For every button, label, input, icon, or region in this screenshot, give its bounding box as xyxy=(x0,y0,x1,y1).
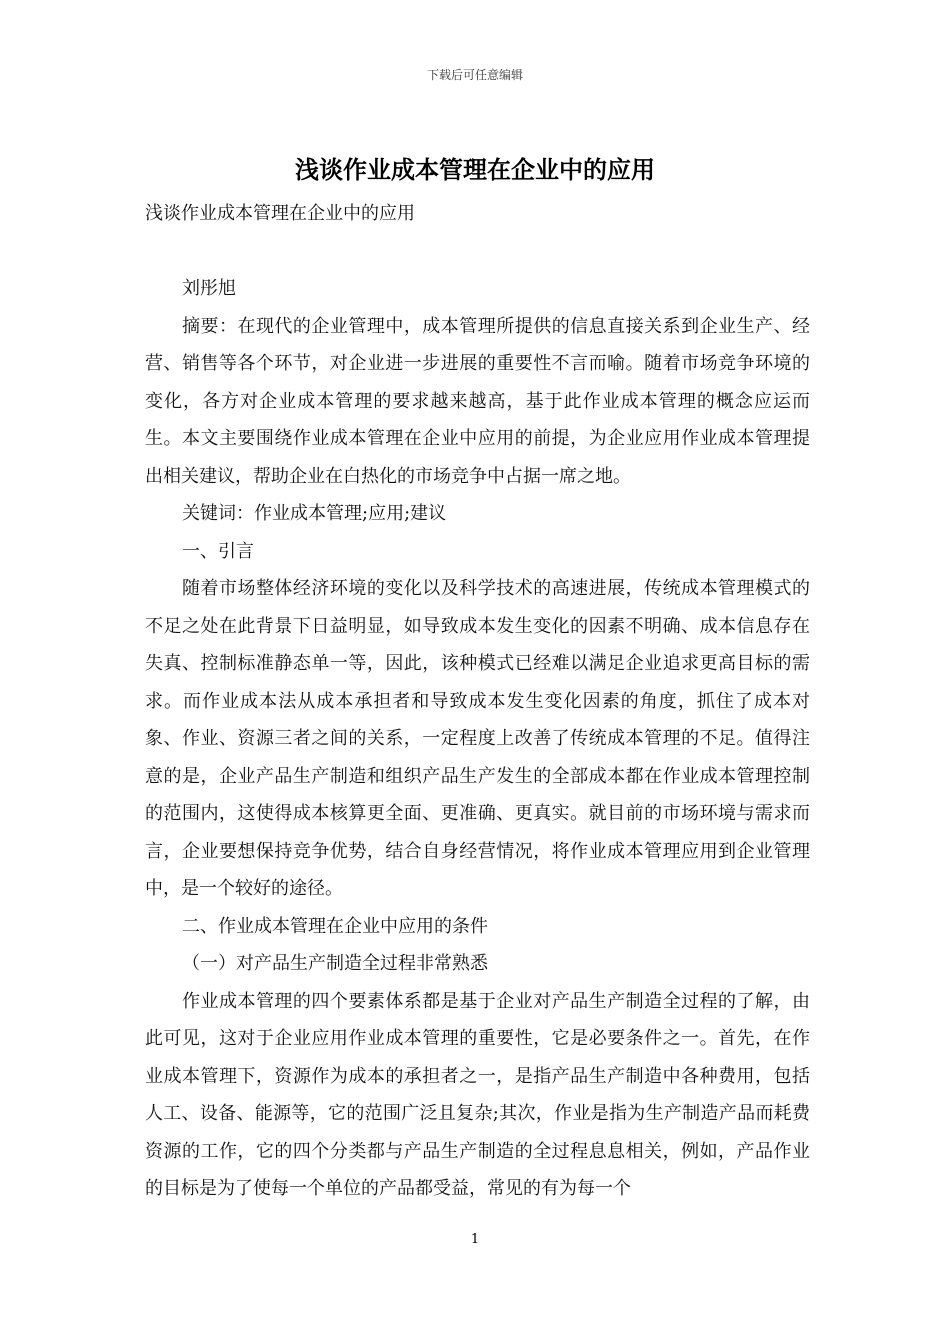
production-process-paragraph: 作业成本管理的四个要素体系都是基于企业对产品生产制造全过程的了解，由此可见，这对于企业应用作业成本管理的重要性，它是必要条件之一。首先，在作业成本管理下，资源作为成本的承担者之一，是指产品生产制造中各种费用，包括人工、设备、能源等，它的范围广泛且复杂;其次，作业是指为生产制造产品而耗费资源的工作，它的四个分类都与产品生产制造的全过程息息相关，例如，产品作业的目标是为了使每一个单位的产品都受益，常见的有为每一个 xyxy=(145,990,810,1199)
section-heading-introduction: 一、引言 xyxy=(182,540,254,562)
blank-line xyxy=(145,233,810,271)
introduction-paragraph: 随着市场整体经济环境的变化以及科学技术的高速进展，传统成本管理模式的不足之处在此背景下日益明显，如导致成本发生变化的因素不明确、成本信息存在失真、控制标准静态单一等，因此，该种模式已经难以满足企业追求更高目标的需求。而作业成本法从成本承担者和导致成本发生变化因素的角度，抓住了成本对象、作业、资源三者之间的关系，一定程度上改善了传统成本管理的不足。值得注意的是，企业产品生产制造和组织产品生产发生的全部成本都在作业成本管理控制的范围内，这使得成本核算更全面、更准确、更真实。就目前的市场环境与需求而言，企业要想保持竞争优势，结合自身经营情况，将作业成本管理应用到企业管理中，是一个较好的途径。 xyxy=(145,578,810,899)
author-name: 刘彤旭 xyxy=(182,278,236,299)
subtitle: 浅谈作业成本管理在企业中的应用 xyxy=(145,203,415,224)
abstract-paragraph: 摘要：在现代的企业管理中，成本管理所提供的信息直接关系到企业生产、经营、销售等各个环节，对企业进一步进展的重要性不言而喻。随着市场竞争环境的变化，各方对企业成本管理的要求越来越高，基于此作业成本管理的概念应运而生。本文主要围绕作业成本管理在企业中应用的前提，为企业应用作业成本管理提出相关建议，帮助企业在白热化的市场竞争中占据一席之地。 xyxy=(145,315,810,487)
document-body xyxy=(145,195,810,1208)
keywords-line: 关键词：作业成本管理;应用;建议 xyxy=(182,503,447,524)
document-title: 浅谈作业成本管理在企业中的应用 xyxy=(295,156,655,184)
section-heading-conditions: 二、作业成本管理在企业中应用的条件 xyxy=(182,915,488,937)
header-note: 下载后可任意编辑 xyxy=(426,68,523,82)
subsection-heading-production-process: （一）对产品生产制造全过程非常熟悉 xyxy=(182,953,488,974)
page-number: 1 xyxy=(470,1232,480,1247)
